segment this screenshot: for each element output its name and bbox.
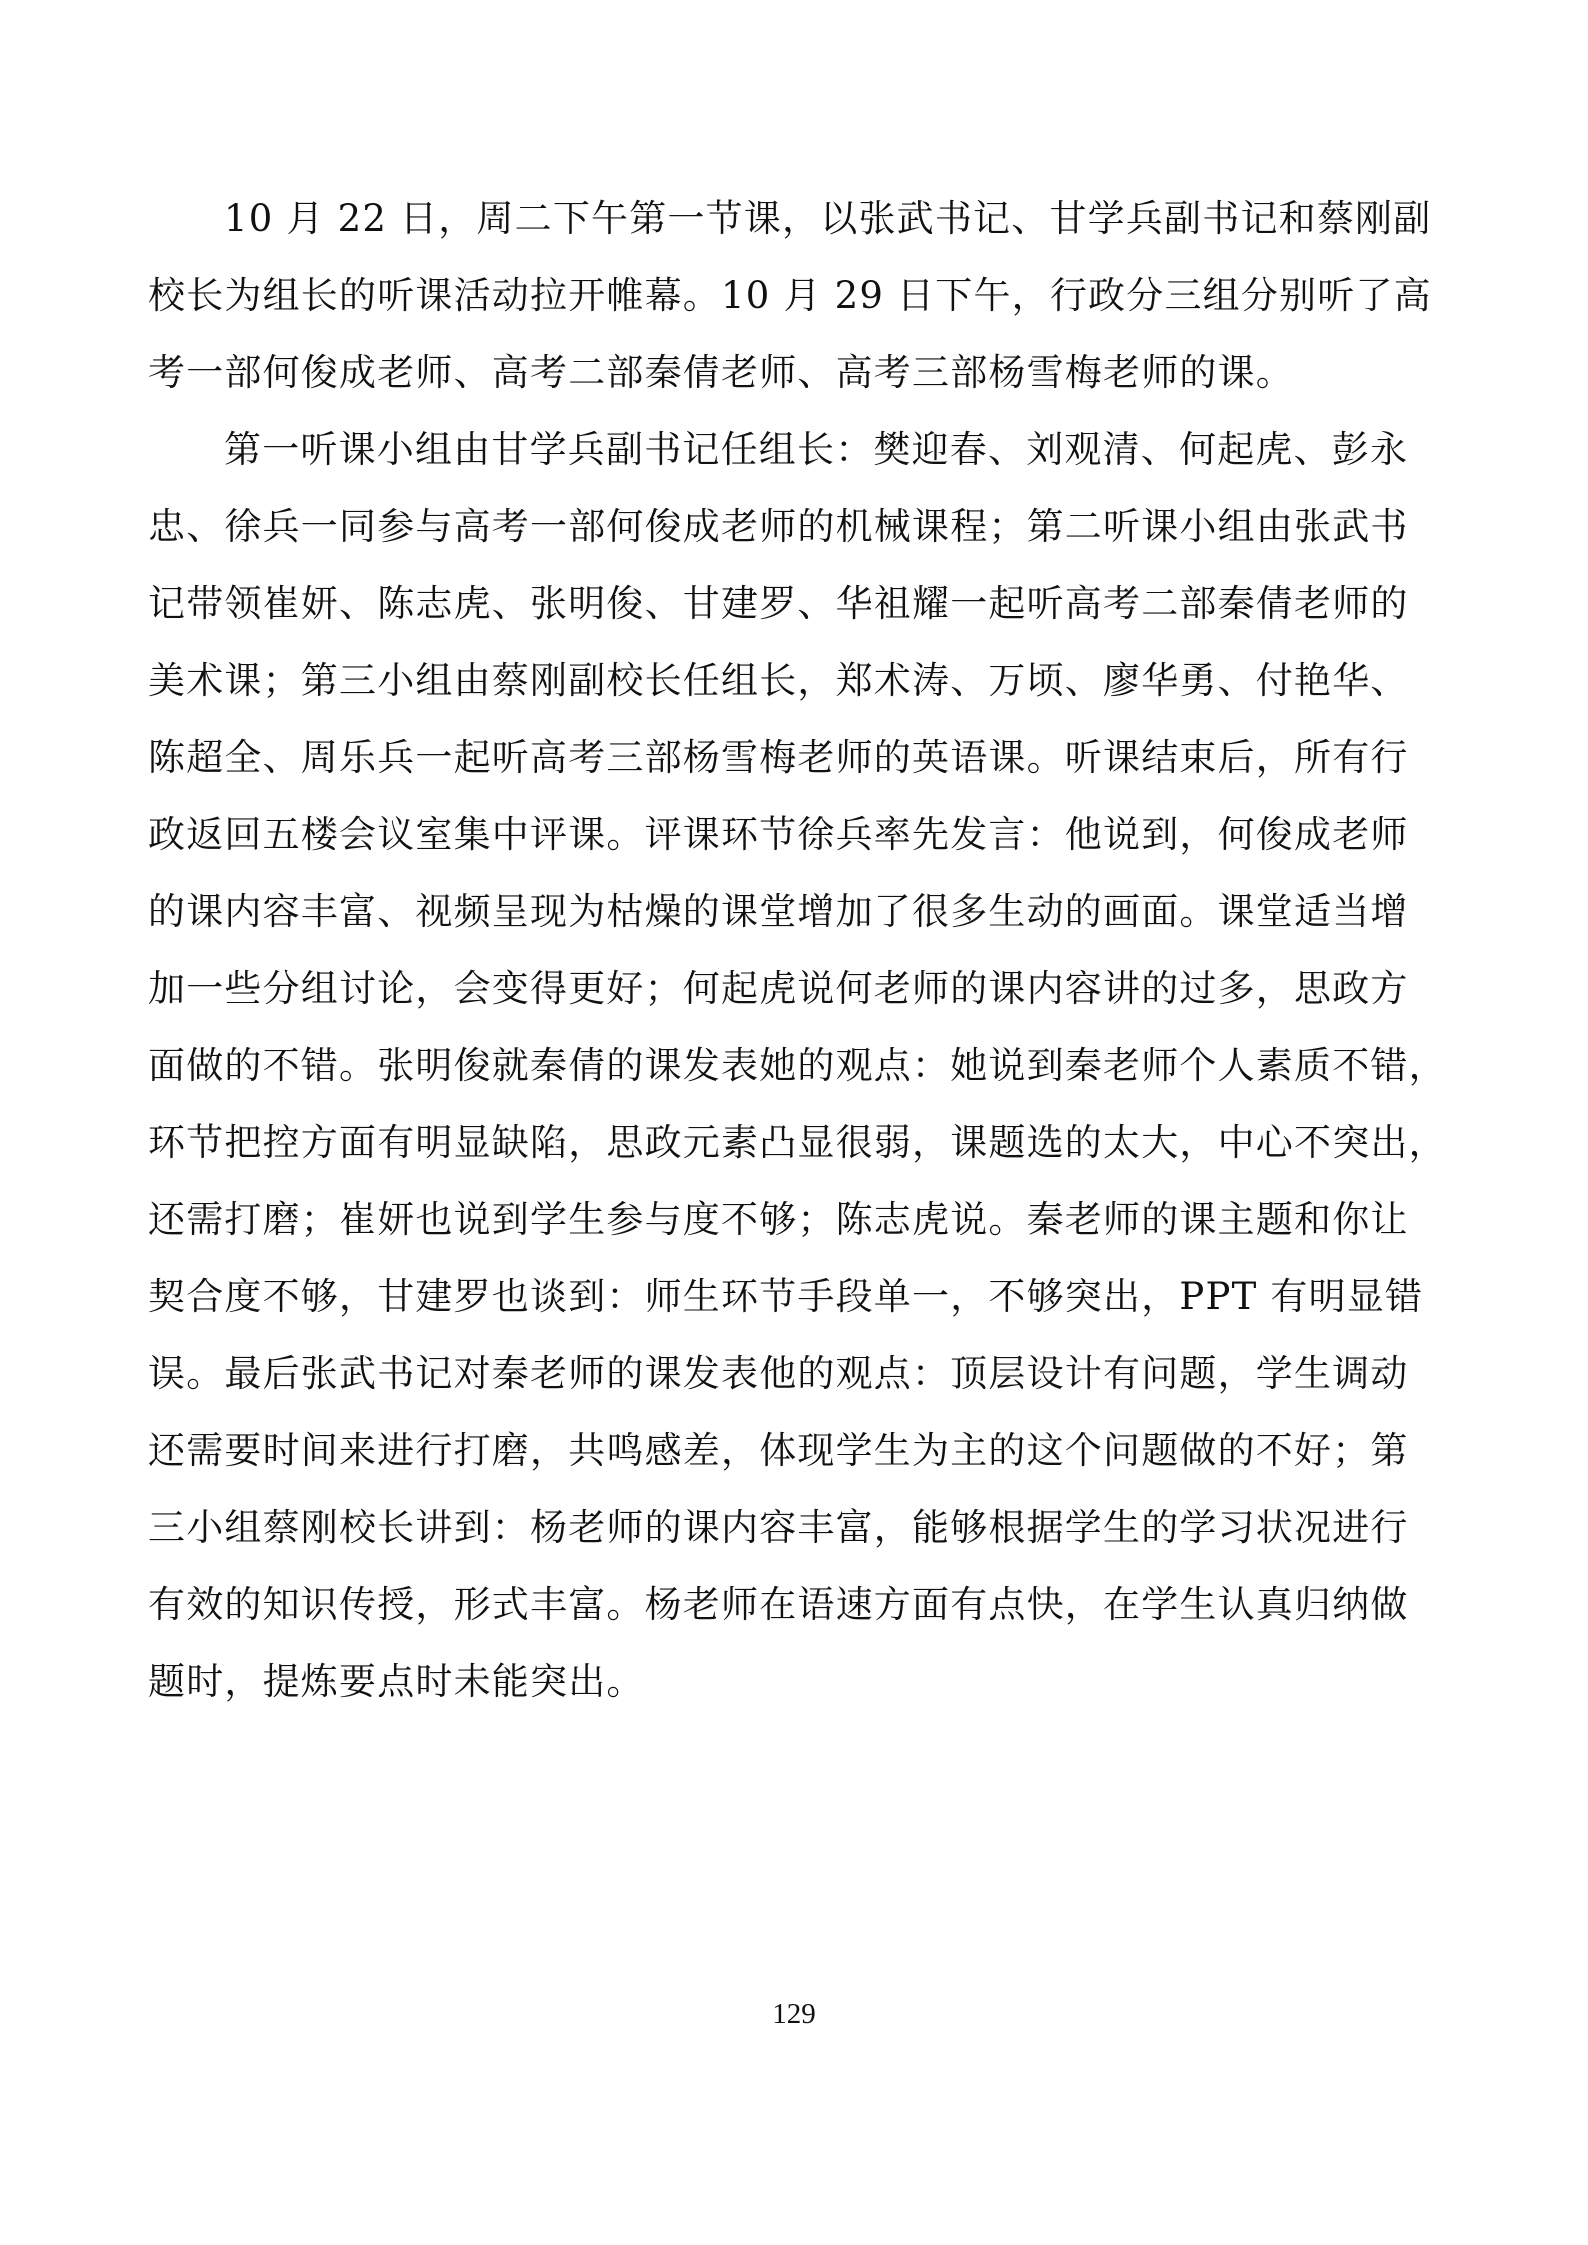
paragraph-2-line-3: 记带领崔妍、陈志虎、张明俊、甘建罗、华祖耀一起听高考二部秦倩老师的 [148,582,1409,625]
paragraph-2-line-17: 题时，提炼要点时未能突出。 [148,1660,645,1703]
paragraph-2-line-10: 环节把控方面有明显缺陷，思政元素凸显很弱，课题选的太大，中心不突出， [148,1121,1447,1164]
paragraph-2-line-16: 有效的知识传授，形式丰富。杨老师在语速方面有点快，在学生认真归纳做 [148,1583,1409,1626]
paragraph-2-line-13: 误。最后张武书记对秦老师的课发表他的观点：顶层设计有问题，学生调动 [148,1352,1409,1395]
paragraph-2-line-2: 忠、徐兵一同参与高考一部何俊成老师的机械课程；第二听课小组由张武书 [148,505,1409,548]
paragraph-2-line-14: 还需要时间来进行打磨，共鸣感差，体现学生为主的这个问题做的不好；第 [148,1429,1409,1472]
paragraph-2-line-9: 面做的不错。张明俊就秦倩的课发表她的观点：她说到秦老师个人素质不错， [148,1044,1447,1087]
paragraph-2-line-8: 加一些分组讨论，会变得更好；何起虎说何老师的课内容讲的过多，思政方 [148,967,1409,1010]
paragraph-1-line-1: 10 月 22 日，周二下午第一节课，以张武书记、甘学兵副书记和蔡刚副 [224,197,1432,240]
paragraph-1-line-3: 考一部何俊成老师、高考二部秦倩老师、高考三部杨雪梅老师的课。 [148,351,1294,394]
paragraph-2-line-6: 政返回五楼会议室集中评课。评课环节徐兵率先发言：他说到，何俊成老师 [148,813,1409,856]
paragraph-2-line-7: 的课内容丰富、视频呈现为枯燥的课堂增加了很多生动的画面。课堂适当增 [148,890,1409,933]
paragraph-2-line-11: 还需打磨；崔妍也说到学生参与度不够；陈志虎说。秦老师的课主题和你让 [148,1198,1409,1241]
paragraph-1-line-2: 校长为组长的听课活动拉开帷幕。10 月 29 日下午，行政分三组分别听了高 [148,274,1432,317]
paragraph-2-line-1: 第一听课小组由甘学兵副书记任组长：樊迎春、刘观清、何起虎、彭永 [224,428,1409,471]
paragraph-2-line-12: 契合度不够，甘建罗也谈到：师生环节手段单一，不够突出，PPT 有明显错 [148,1275,1424,1318]
paragraph-2-line-15: 三小组蔡刚校长讲到：杨老师的课内容丰富，能够根据学生的学习状况进行 [148,1506,1409,1549]
page-number: 129 [772,1998,816,2030]
paragraph-2-line-5: 陈超全、周乐兵一起听高考三部杨雪梅老师的英语课。听课结束后，所有行 [148,736,1409,779]
paragraph-2-line-4: 美术课；第三小组由蔡刚副校长任组长，郑术涛、万顷、廖华勇、付艳华、 [148,659,1409,702]
